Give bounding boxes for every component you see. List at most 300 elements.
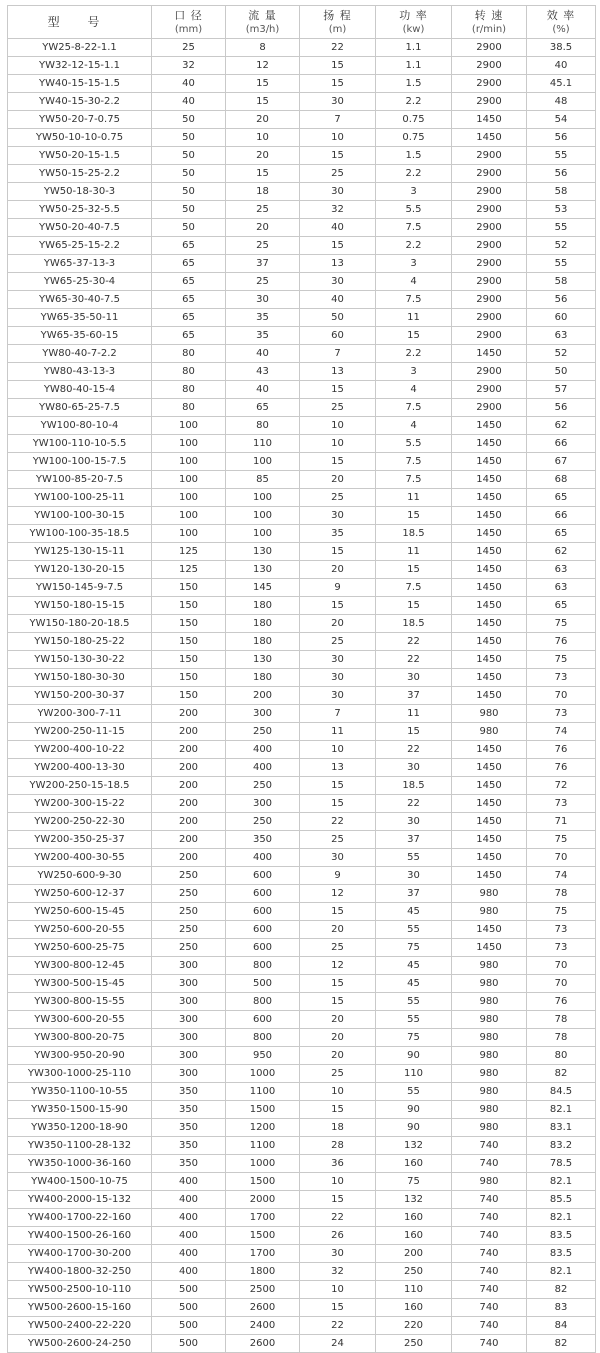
cell-head: 20	[300, 615, 376, 633]
cell-efficiency: 78	[527, 1029, 596, 1047]
cell-head: 7	[300, 345, 376, 363]
header-model	[8, 6, 152, 39]
table-row	[8, 219, 596, 237]
cell-power: 160	[376, 1227, 452, 1245]
cell-power: 22	[376, 741, 452, 759]
cell-model: YW200-250-11-15	[8, 723, 152, 741]
cell-speed: 2900	[452, 39, 527, 57]
cell-diameter: 200	[152, 831, 226, 849]
cell-speed: 1450	[452, 111, 527, 129]
cell-diameter: 250	[152, 885, 226, 903]
cell-power: 15	[376, 597, 452, 615]
cell-efficiency: 50	[527, 363, 596, 381]
cell-power: 3	[376, 255, 452, 273]
cell-efficiency: 63	[527, 561, 596, 579]
cell-model: YW400-2000-15-132	[8, 1191, 152, 1209]
cell-model: YW100-100-30-15	[8, 507, 152, 525]
table-row	[8, 1299, 596, 1317]
cell-diameter: 50	[152, 111, 226, 129]
cell-efficiency: 57	[527, 381, 596, 399]
cell-speed: 1450	[452, 939, 527, 957]
cell-diameter: 200	[152, 795, 226, 813]
table-row	[8, 1173, 596, 1191]
table-row	[8, 1119, 596, 1137]
cell-speed: 980	[452, 1047, 527, 1065]
cell-flow: 20	[226, 147, 300, 165]
cell-model: YW50-15-25-2.2	[8, 165, 152, 183]
cell-model: YW40-15-30-2.2	[8, 93, 152, 111]
cell-diameter: 50	[152, 129, 226, 147]
cell-efficiency: 76	[527, 759, 596, 777]
cell-speed: 980	[452, 1083, 527, 1101]
cell-efficiency: 66	[527, 435, 596, 453]
cell-head: 32	[300, 201, 376, 219]
cell-diameter: 250	[152, 867, 226, 885]
cell-efficiency: 74	[527, 867, 596, 885]
cell-efficiency: 73	[527, 669, 596, 687]
cell-flow: 15	[226, 93, 300, 111]
cell-flow: 250	[226, 723, 300, 741]
cell-flow: 180	[226, 633, 300, 651]
cell-model: YW100-100-25-11	[8, 489, 152, 507]
cell-flow: 130	[226, 651, 300, 669]
cell-power: 110	[376, 1065, 452, 1083]
cell-efficiency: 71	[527, 813, 596, 831]
cell-speed: 1450	[452, 777, 527, 795]
cell-flow: 100	[226, 507, 300, 525]
cell-power: 45	[376, 975, 452, 993]
cell-head: 25	[300, 1065, 376, 1083]
cell-model: YW300-800-12-45	[8, 957, 152, 975]
cell-flow: 110	[226, 435, 300, 453]
cell-head: 15	[300, 453, 376, 471]
cell-speed: 740	[452, 1209, 527, 1227]
table-row	[8, 93, 596, 111]
cell-flow: 800	[226, 993, 300, 1011]
table-row	[8, 471, 596, 489]
cell-power: 2.2	[376, 93, 452, 111]
cell-model: YW300-950-20-90	[8, 1047, 152, 1065]
cell-power: 75	[376, 1173, 452, 1191]
cell-head: 22	[300, 813, 376, 831]
cell-head: 20	[300, 561, 376, 579]
table-row	[8, 237, 596, 255]
cell-head: 15	[300, 147, 376, 165]
cell-diameter: 65	[152, 273, 226, 291]
cell-head: 15	[300, 597, 376, 615]
cell-speed: 740	[452, 1263, 527, 1281]
table-row	[8, 903, 596, 921]
table-row	[8, 957, 596, 975]
cell-flow: 30	[226, 291, 300, 309]
cell-power: 75	[376, 1029, 452, 1047]
cell-model: YW100-110-10-5.5	[8, 435, 152, 453]
cell-head: 7	[300, 111, 376, 129]
cell-model: YW300-800-20-75	[8, 1029, 152, 1047]
cell-flow: 145	[226, 579, 300, 597]
cell-head: 30	[300, 849, 376, 867]
cell-efficiency: 75	[527, 651, 596, 669]
cell-diameter: 300	[152, 993, 226, 1011]
cell-efficiency: 73	[527, 939, 596, 957]
table-row	[8, 327, 596, 345]
cell-efficiency: 83.1	[527, 1119, 596, 1137]
cell-power: 11	[376, 705, 452, 723]
cell-power: 1.1	[376, 57, 452, 75]
cell-power: 15	[376, 723, 452, 741]
table-row	[8, 57, 596, 75]
cell-flow: 250	[226, 777, 300, 795]
cell-power: 55	[376, 993, 452, 1011]
cell-power: 55	[376, 1011, 452, 1029]
cell-head: 7	[300, 705, 376, 723]
cell-power: 11	[376, 543, 452, 561]
cell-diameter: 100	[152, 453, 226, 471]
cell-power: 7.5	[376, 291, 452, 309]
cell-model: YW200-400-10-22	[8, 741, 152, 759]
cell-power: 160	[376, 1299, 452, 1317]
cell-power: 30	[376, 813, 452, 831]
table-row	[8, 975, 596, 993]
cell-flow: 130	[226, 543, 300, 561]
cell-model: YW200-250-22-30	[8, 813, 152, 831]
cell-speed: 1450	[452, 849, 527, 867]
table-row	[8, 777, 596, 795]
cell-flow: 950	[226, 1047, 300, 1065]
table-row	[8, 831, 596, 849]
cell-model: YW400-1500-26-160	[8, 1227, 152, 1245]
cell-power: 250	[376, 1335, 452, 1353]
cell-model: YW50-18-30-3	[8, 183, 152, 201]
cell-power: 30	[376, 759, 452, 777]
cell-model: YW50-20-15-1.5	[8, 147, 152, 165]
cell-efficiency: 70	[527, 687, 596, 705]
cell-speed: 740	[452, 1299, 527, 1317]
cell-speed: 1450	[452, 489, 527, 507]
cell-speed: 2900	[452, 237, 527, 255]
cell-flow: 10	[226, 129, 300, 147]
cell-model: YW250-600-25-75	[8, 939, 152, 957]
cell-model: YW100-100-35-18.5	[8, 525, 152, 543]
cell-speed: 2900	[452, 165, 527, 183]
table-row	[8, 795, 596, 813]
table-row	[8, 129, 596, 147]
cell-efficiency: 82	[527, 1281, 596, 1299]
cell-diameter: 65	[152, 291, 226, 309]
cell-flow: 2600	[226, 1335, 300, 1353]
cell-power: 0.75	[376, 129, 452, 147]
cell-head: 9	[300, 579, 376, 597]
cell-diameter: 300	[152, 1047, 226, 1065]
cell-efficiency: 82	[527, 1335, 596, 1353]
table-row	[8, 201, 596, 219]
cell-diameter: 350	[152, 1119, 226, 1137]
cell-efficiency: 55	[527, 147, 596, 165]
cell-flow: 100	[226, 453, 300, 471]
cell-power: 15	[376, 507, 452, 525]
cell-diameter: 100	[152, 471, 226, 489]
cell-model: YW500-2500-10-110	[8, 1281, 152, 1299]
cell-efficiency: 84	[527, 1317, 596, 1335]
cell-head: 30	[300, 669, 376, 687]
cell-diameter: 400	[152, 1209, 226, 1227]
cell-efficiency: 58	[527, 273, 596, 291]
cell-diameter: 50	[152, 201, 226, 219]
cell-flow: 600	[226, 867, 300, 885]
table-row	[8, 1137, 596, 1155]
cell-efficiency: 85.5	[527, 1191, 596, 1209]
cell-flow: 35	[226, 327, 300, 345]
cell-efficiency: 82	[527, 1065, 596, 1083]
cell-diameter: 65	[152, 255, 226, 273]
cell-flow: 600	[226, 921, 300, 939]
cell-flow: 600	[226, 885, 300, 903]
header-diameter-unit: (mm)	[174, 23, 203, 35]
header-efficiency-label: 效 率	[546, 8, 576, 22]
cell-head: 12	[300, 957, 376, 975]
cell-efficiency: 65	[527, 489, 596, 507]
table-row	[8, 75, 596, 93]
table-row	[8, 579, 596, 597]
cell-head: 22	[300, 39, 376, 57]
cell-model: YW150-180-15-15	[8, 597, 152, 615]
cell-model: YW300-800-15-55	[8, 993, 152, 1011]
cell-power: 110	[376, 1281, 452, 1299]
cell-speed: 2900	[452, 201, 527, 219]
cell-model: YW500-2600-15-160	[8, 1299, 152, 1317]
cell-power: 90	[376, 1119, 452, 1137]
cell-efficiency: 82.1	[527, 1209, 596, 1227]
cell-power: 22	[376, 795, 452, 813]
cell-model: YW350-1100-28-132	[8, 1137, 152, 1155]
cell-speed: 740	[452, 1227, 527, 1245]
cell-power: 30	[376, 669, 452, 687]
table-row	[8, 1245, 596, 1263]
cell-flow: 200	[226, 687, 300, 705]
cell-model: YW40-15-15-1.5	[8, 75, 152, 93]
cell-flow: 1700	[226, 1209, 300, 1227]
cell-speed: 1450	[452, 813, 527, 831]
cell-model: YW350-1000-36-160	[8, 1155, 152, 1173]
table-row	[8, 723, 596, 741]
cell-model: YW400-1800-32-250	[8, 1263, 152, 1281]
cell-flow: 18	[226, 183, 300, 201]
table-row	[8, 921, 596, 939]
cell-power: 250	[376, 1263, 452, 1281]
cell-flow: 100	[226, 525, 300, 543]
cell-head: 10	[300, 1083, 376, 1101]
cell-model: YW200-400-13-30	[8, 759, 152, 777]
cell-power: 22	[376, 651, 452, 669]
cell-diameter: 200	[152, 777, 226, 795]
cell-speed: 2900	[452, 183, 527, 201]
cell-diameter: 150	[152, 597, 226, 615]
cell-power: 2.2	[376, 165, 452, 183]
cell-flow: 350	[226, 831, 300, 849]
cell-power: 2.2	[376, 345, 452, 363]
cell-flow: 25	[226, 273, 300, 291]
cell-flow: 1500	[226, 1173, 300, 1191]
cell-head: 15	[300, 975, 376, 993]
cell-head: 10	[300, 741, 376, 759]
cell-flow: 65	[226, 399, 300, 417]
cell-model: YW300-1000-25-110	[8, 1065, 152, 1083]
cell-head: 25	[300, 633, 376, 651]
cell-speed: 1450	[452, 759, 527, 777]
table-row	[8, 255, 596, 273]
cell-efficiency: 56	[527, 165, 596, 183]
table-row	[8, 363, 596, 381]
cell-flow: 1200	[226, 1119, 300, 1137]
cell-power: 11	[376, 489, 452, 507]
cell-efficiency: 48	[527, 93, 596, 111]
cell-model: YW400-1700-22-160	[8, 1209, 152, 1227]
cell-speed: 1450	[452, 345, 527, 363]
cell-diameter: 65	[152, 237, 226, 255]
cell-power: 22	[376, 633, 452, 651]
cell-speed: 2900	[452, 363, 527, 381]
header-head-unit: (m)	[328, 23, 347, 35]
cell-power: 160	[376, 1155, 452, 1173]
cell-power: 0.75	[376, 111, 452, 129]
cell-head: 13	[300, 363, 376, 381]
cell-model: YW200-350-25-37	[8, 831, 152, 849]
cell-flow: 1000	[226, 1155, 300, 1173]
cell-speed: 980	[452, 993, 527, 1011]
cell-diameter: 250	[152, 939, 226, 957]
cell-flow: 130	[226, 561, 300, 579]
cell-diameter: 300	[152, 1029, 226, 1047]
cell-power: 4	[376, 381, 452, 399]
cell-speed: 2900	[452, 381, 527, 399]
cell-speed: 980	[452, 885, 527, 903]
table-row	[8, 1155, 596, 1173]
cell-flow: 1100	[226, 1083, 300, 1101]
table-row	[8, 813, 596, 831]
cell-model: YW25-8-22-1.1	[8, 39, 152, 57]
cell-efficiency: 70	[527, 975, 596, 993]
header-flow-unit: (m3/h)	[245, 23, 280, 35]
cell-power: 7.5	[376, 579, 452, 597]
cell-diameter: 100	[152, 435, 226, 453]
cell-efficiency: 66	[527, 507, 596, 525]
cell-head: 9	[300, 867, 376, 885]
cell-diameter: 40	[152, 75, 226, 93]
cell-head: 20	[300, 921, 376, 939]
cell-flow: 800	[226, 1029, 300, 1047]
cell-speed: 980	[452, 1101, 527, 1119]
cell-flow: 300	[226, 795, 300, 813]
table-row	[8, 993, 596, 1011]
cell-speed: 1450	[452, 867, 527, 885]
cell-head: 30	[300, 93, 376, 111]
cell-diameter: 400	[152, 1191, 226, 1209]
cell-efficiency: 83.2	[527, 1137, 596, 1155]
table-row	[8, 417, 596, 435]
cell-efficiency: 82.1	[527, 1173, 596, 1191]
cell-diameter: 500	[152, 1335, 226, 1353]
cell-power: 132	[376, 1137, 452, 1155]
cell-flow: 25	[226, 237, 300, 255]
cell-efficiency: 75	[527, 903, 596, 921]
cell-power: 18.5	[376, 525, 452, 543]
cell-head: 13	[300, 759, 376, 777]
cell-speed: 1450	[452, 651, 527, 669]
cell-efficiency: 82.1	[527, 1263, 596, 1281]
cell-speed: 2900	[452, 57, 527, 75]
cell-efficiency: 83.5	[527, 1245, 596, 1263]
table-row	[8, 1317, 596, 1335]
cell-flow: 500	[226, 975, 300, 993]
cell-power: 4	[376, 273, 452, 291]
cell-head: 30	[300, 651, 376, 669]
cell-flow: 85	[226, 471, 300, 489]
cell-speed: 980	[452, 705, 527, 723]
cell-diameter: 32	[152, 57, 226, 75]
cell-model: YW65-35-60-15	[8, 327, 152, 345]
cell-head: 60	[300, 327, 376, 345]
cell-model: YW65-35-50-11	[8, 309, 152, 327]
cell-speed: 980	[452, 1065, 527, 1083]
table-row	[8, 309, 596, 327]
cell-head: 15	[300, 237, 376, 255]
table-row	[8, 1335, 596, 1353]
cell-head: 18	[300, 1119, 376, 1137]
cell-model: YW100-80-10-4	[8, 417, 152, 435]
cell-flow: 300	[226, 705, 300, 723]
cell-efficiency: 40	[527, 57, 596, 75]
cell-power: 11	[376, 309, 452, 327]
cell-head: 10	[300, 435, 376, 453]
cell-diameter: 80	[152, 363, 226, 381]
cell-diameter: 400	[152, 1173, 226, 1191]
cell-model: YW350-1500-15-90	[8, 1101, 152, 1119]
cell-model: YW150-200-30-37	[8, 687, 152, 705]
cell-head: 10	[300, 417, 376, 435]
cell-efficiency: 78	[527, 885, 596, 903]
cell-power: 15	[376, 561, 452, 579]
cell-power: 90	[376, 1101, 452, 1119]
cell-model: YW350-1200-18-90	[8, 1119, 152, 1137]
cell-diameter: 200	[152, 723, 226, 741]
cell-power: 7.5	[376, 399, 452, 417]
cell-efficiency: 72	[527, 777, 596, 795]
cell-diameter: 40	[152, 93, 226, 111]
table-row	[8, 849, 596, 867]
cell-model: YW250-600-15-45	[8, 903, 152, 921]
cell-head: 25	[300, 489, 376, 507]
cell-head: 15	[300, 1191, 376, 1209]
cell-speed: 740	[452, 1335, 527, 1353]
cell-head: 30	[300, 687, 376, 705]
cell-model: YW250-600-9-30	[8, 867, 152, 885]
cell-flow: 180	[226, 669, 300, 687]
cell-speed: 2900	[452, 309, 527, 327]
cell-speed: 1450	[452, 687, 527, 705]
cell-head: 20	[300, 1011, 376, 1029]
cell-speed: 1450	[452, 543, 527, 561]
cell-speed: 1450	[452, 417, 527, 435]
cell-diameter: 125	[152, 543, 226, 561]
cell-flow: 180	[226, 597, 300, 615]
table-row	[8, 1101, 596, 1119]
cell-model: YW150-180-20-18.5	[8, 615, 152, 633]
table-row	[8, 741, 596, 759]
header-efficiency-unit: (%)	[552, 23, 570, 35]
cell-model: YW50-20-7-0.75	[8, 111, 152, 129]
cell-head: 15	[300, 75, 376, 93]
cell-diameter: 80	[152, 399, 226, 417]
